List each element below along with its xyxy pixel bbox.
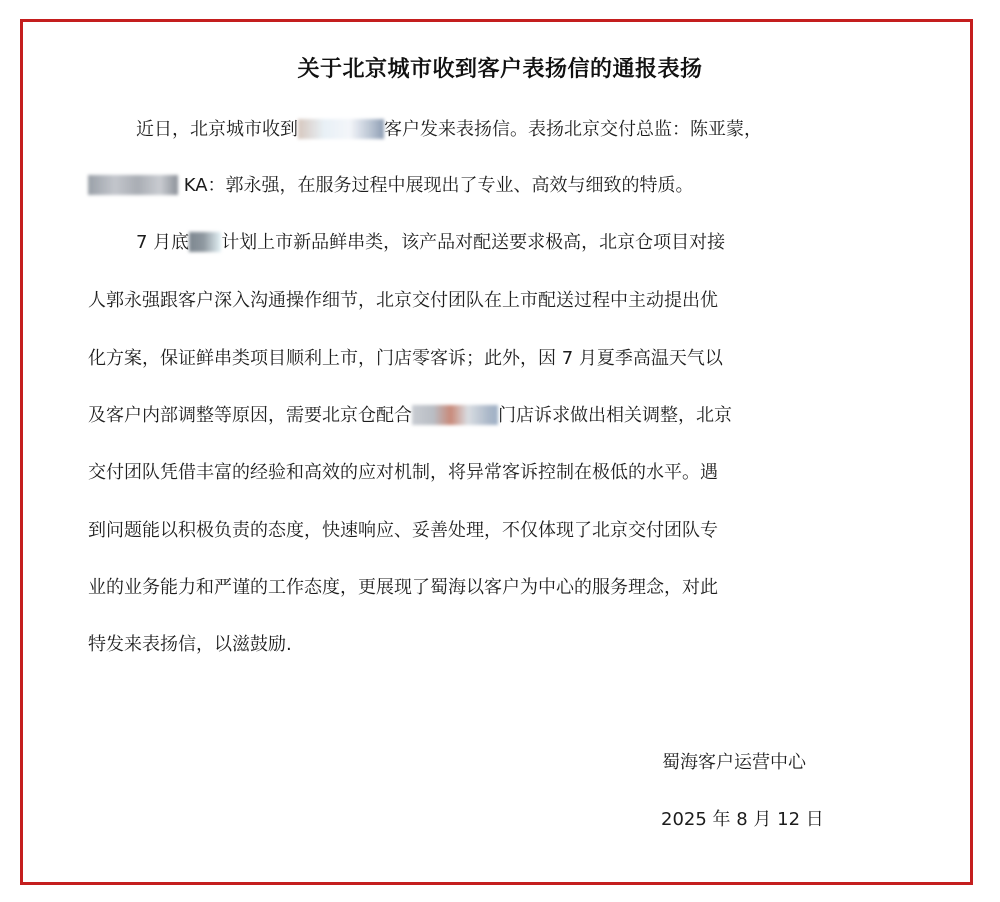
- redacted-client-name-2: [88, 175, 178, 195]
- body-line-3-part-b: 计划上市新品鲜串类，该产品对配送要求极高，北京仓项目对接: [221, 232, 726, 253]
- body-line-5: 化方案，保证鲜串类项目顺利上市，门店零客诉；此外，因 7 月夏季高温天气以: [88, 348, 723, 369]
- body-line-6-part-a: 及客户内部调整等原因，需要北京仓配合: [88, 405, 412, 426]
- body-line-1-part-a: 近日，北京城市收到: [136, 119, 298, 140]
- body-line-7: 交付团队凭借丰富的经验和高效的应对机制，将异常客诉控制在极低的水平。遇: [88, 462, 718, 483]
- body-line-6: [88, 403, 732, 429]
- body-line-10: 特发来表扬信，以滋鼓励.: [88, 634, 292, 655]
- body-line-4: 人郭永强跟客户深入沟通操作细节，北京交付团队在上市配送过程中主动提出优: [88, 290, 718, 311]
- body-line-3: [136, 230, 725, 256]
- body-line-2: [88, 173, 694, 199]
- body-line-6-part-b: 门店诉求做出相关调整，北京: [498, 405, 732, 426]
- document-title: 关于北京城市收到客户表扬信的通报表扬: [297, 57, 703, 82]
- body-line-9: 业的业务能力和严谨的工作态度，更展现了蜀海以客户为中心的服务理念，对此: [88, 577, 718, 598]
- body-line-8: 到问题能以积极负责的态度，快速响应、妥善处理，不仅体现了北京交付团队专: [88, 520, 718, 541]
- letter-frame: [20, 19, 973, 885]
- signature-date: 2025 年 8 月 12 日: [661, 809, 824, 830]
- body-line-3-part-a: 7 月底: [136, 232, 190, 253]
- redacted-client-name-3: [189, 232, 221, 252]
- redacted-client-name-4: [412, 405, 498, 425]
- body-line-1-part-b: 客户发来表扬信。表扬北京交付总监：陈亚蒙，: [384, 119, 762, 140]
- body-line-2-part-b: KA：郭永强，在服务过程中展现出了专业、高效与细致的特质。: [178, 175, 694, 196]
- signature-organization: 蜀海客户运营中心: [662, 752, 806, 773]
- body-line-1: [136, 117, 762, 143]
- redacted-client-name: [298, 119, 384, 139]
